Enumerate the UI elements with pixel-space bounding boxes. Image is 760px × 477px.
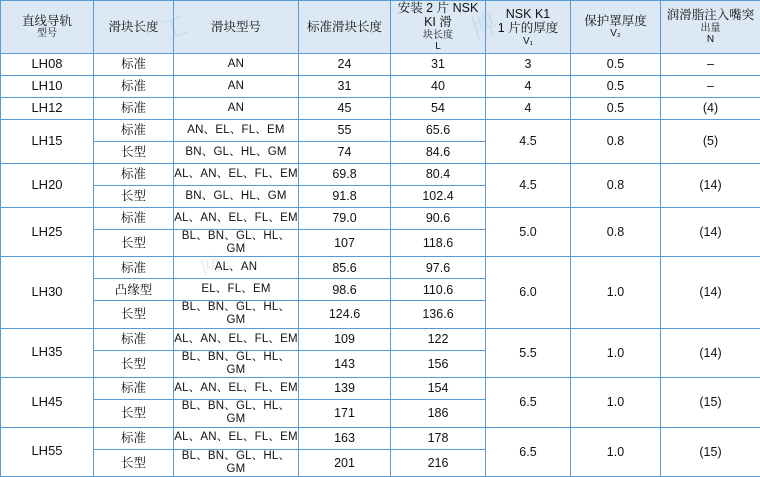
cell-standard-block-length: 139 <box>299 378 391 400</box>
cell-block-length-class: 标准 <box>94 207 174 229</box>
cell-k1-thickness: 6.5 <box>486 378 571 427</box>
column-header-line: L <box>391 41 485 53</box>
cell-block-model-codes: AL、AN <box>174 257 299 279</box>
cell-block-length-class: 长型 <box>94 449 174 476</box>
column-header-line: 1 片的厚度 <box>486 21 570 35</box>
cell-cover-thickness: 0.8 <box>571 163 661 207</box>
cell-block-length-class: 标准 <box>94 53 174 75</box>
cell-standard-block-length: 98.6 <box>299 279 391 301</box>
table-row <box>1 328 760 350</box>
cell-grease-nozzle-projection: (4) <box>661 97 760 119</box>
cell-guide-model: LH35 <box>1 328 94 377</box>
cell-length-with-2-k1: 54 <box>391 97 486 119</box>
cell-k1-thickness: 4 <box>486 75 571 97</box>
table-row <box>1 378 760 400</box>
cell-k1-thickness: 6.0 <box>486 257 571 328</box>
cell-block-model-codes: AN、EL、FL、EM <box>174 119 299 141</box>
table-body <box>1 53 760 476</box>
column-header-line: 润滑脂注入嘴突 <box>661 8 760 22</box>
cell-length-with-2-k1: 102.4 <box>391 185 486 207</box>
cell-length-with-2-k1: 84.6 <box>391 141 486 163</box>
cell-standard-block-length: 163 <box>299 427 391 449</box>
cell-length-with-2-k1: 122 <box>391 328 486 350</box>
table-row <box>1 427 760 449</box>
cell-block-model-codes: BL、BN、GL、HL、GM <box>174 400 299 427</box>
cell-standard-block-length: 171 <box>299 400 391 427</box>
cell-cover-thickness: 0.5 <box>571 53 661 75</box>
column-header-3 <box>299 1 391 54</box>
cell-block-length-class: 标准 <box>94 328 174 350</box>
cell-block-model-codes: AN <box>174 53 299 75</box>
cell-grease-nozzle-projection: (14) <box>661 328 760 377</box>
table-row <box>1 257 760 279</box>
column-header-line: 型号 <box>1 28 93 40</box>
column-header-2 <box>174 1 299 54</box>
cell-block-model-codes: AL、AN、EL、FL、EM <box>174 378 299 400</box>
cell-block-length-class: 长型 <box>94 141 174 163</box>
cell-block-length-class: 凸缘型 <box>94 279 174 301</box>
cell-block-length-class: 长型 <box>94 301 174 328</box>
column-header-0 <box>1 1 94 54</box>
cell-block-length-class: 标准 <box>94 75 174 97</box>
cell-length-with-2-k1: 90.6 <box>391 207 486 229</box>
cell-k1-thickness: 5.0 <box>486 207 571 256</box>
cell-block-model-codes: AL、AN、EL、FL、EM <box>174 427 299 449</box>
cell-standard-block-length: 31 <box>299 75 391 97</box>
column-header-line: 保护罩厚度 <box>571 14 660 28</box>
column-header-1 <box>94 1 174 54</box>
cell-guide-model: LH55 <box>1 427 94 476</box>
cell-length-with-2-k1: 156 <box>391 350 486 377</box>
table-row <box>1 75 760 97</box>
cell-block-length-class: 长型 <box>94 350 174 377</box>
cell-length-with-2-k1: 110.6 <box>391 279 486 301</box>
cell-standard-block-length: 201 <box>299 449 391 476</box>
cell-guide-model: LH45 <box>1 378 94 427</box>
cell-length-with-2-k1: 40 <box>391 75 486 97</box>
cell-grease-nozzle-projection: (14) <box>661 257 760 328</box>
header-row <box>1 1 760 54</box>
column-header-line: 安装 2 片 NSK KI 滑 <box>391 1 485 30</box>
column-header-6 <box>571 1 661 54</box>
cell-guide-model: LH10 <box>1 75 94 97</box>
cell-k1-thickness: 5.5 <box>486 328 571 377</box>
cell-block-model-codes: EL、FL、EM <box>174 279 299 301</box>
cell-length-with-2-k1: 65.6 <box>391 119 486 141</box>
table-row <box>1 207 760 229</box>
cell-k1-thickness: 6.5 <box>486 427 571 476</box>
cell-standard-block-length: 85.6 <box>299 257 391 279</box>
cell-block-model-codes: BL、BN、GL、HL、GM <box>174 301 299 328</box>
cell-length-with-2-k1: 154 <box>391 378 486 400</box>
cell-block-model-codes: AL、AN、EL、FL、EM <box>174 207 299 229</box>
table-row <box>1 97 760 119</box>
column-header-line: 出量 <box>661 23 760 35</box>
cell-cover-thickness: 0.5 <box>571 97 661 119</box>
column-header-line: 标准滑块长度 <box>299 20 390 34</box>
cell-k1-thickness: 3 <box>486 53 571 75</box>
cell-block-length-class: 长型 <box>94 185 174 207</box>
cell-block-length-class: 标准 <box>94 163 174 185</box>
cell-block-length-class: 标准 <box>94 119 174 141</box>
cell-block-model-codes: BN、GL、HL、GM <box>174 185 299 207</box>
cell-grease-nozzle-projection: (14) <box>661 207 760 256</box>
cell-standard-block-length: 143 <box>299 350 391 377</box>
cell-block-model-codes: AN <box>174 97 299 119</box>
cell-standard-block-length: 79.0 <box>299 207 391 229</box>
cell-length-with-2-k1: 216 <box>391 449 486 476</box>
column-header-line: V₁ <box>486 36 570 48</box>
cell-block-length-class: 长型 <box>94 400 174 427</box>
cell-cover-thickness: 1.0 <box>571 427 661 476</box>
cell-block-model-codes: AN <box>174 75 299 97</box>
cell-standard-block-length: 24 <box>299 53 391 75</box>
cell-guide-model: LH30 <box>1 257 94 328</box>
cell-block-model-codes: BL、BN、GL、HL、GM <box>174 449 299 476</box>
cell-grease-nozzle-projection: (15) <box>661 427 760 476</box>
cell-standard-block-length: 74 <box>299 141 391 163</box>
cell-length-with-2-k1: 97.6 <box>391 257 486 279</box>
cell-standard-block-length: 55 <box>299 119 391 141</box>
column-header-4 <box>391 1 486 54</box>
cell-length-with-2-k1: 31 <box>391 53 486 75</box>
cell-cover-thickness: 1.0 <box>571 328 661 377</box>
cell-grease-nozzle-projection: (14) <box>661 163 760 207</box>
cell-length-with-2-k1: 80.4 <box>391 163 486 185</box>
cell-cover-thickness: 0.8 <box>571 119 661 163</box>
cell-cover-thickness: 1.0 <box>571 378 661 427</box>
cell-guide-model: LH25 <box>1 207 94 256</box>
cell-guide-model: LH15 <box>1 119 94 163</box>
cell-standard-block-length: 109 <box>299 328 391 350</box>
column-header-line: 滑块长度 <box>94 20 173 34</box>
cell-grease-nozzle-projection: (5) <box>661 119 760 163</box>
cell-cover-thickness: 0.8 <box>571 207 661 256</box>
column-header-7 <box>661 1 760 54</box>
cell-standard-block-length: 107 <box>299 229 391 256</box>
column-header-line: V₂ <box>571 28 660 40</box>
cell-block-model-codes: BL、BN、GL、HL、GM <box>174 350 299 377</box>
cell-length-with-2-k1: 186 <box>391 400 486 427</box>
column-header-line: NSK K1 <box>486 7 570 21</box>
cell-grease-nozzle-projection: (15) <box>661 378 760 427</box>
cell-k1-thickness: 4.5 <box>486 163 571 207</box>
cell-length-with-2-k1: 178 <box>391 427 486 449</box>
cell-block-length-class: 标准 <box>94 97 174 119</box>
table-row <box>1 163 760 185</box>
column-header-5 <box>486 1 571 54</box>
cell-grease-nozzle-projection: – <box>661 75 760 97</box>
cell-k1-thickness: 4 <box>486 97 571 119</box>
cell-block-model-codes: BL、BN、GL、HL、GM <box>174 229 299 256</box>
cell-block-length-class: 标准 <box>94 257 174 279</box>
cell-guide-model: LH12 <box>1 97 94 119</box>
cell-block-model-codes: AL、AN、EL、FL、EM <box>174 328 299 350</box>
cell-grease-nozzle-projection: – <box>661 53 760 75</box>
cell-guide-model: LH20 <box>1 163 94 207</box>
cell-block-model-codes: AL、AN、EL、FL、EM <box>174 163 299 185</box>
cell-block-length-class: 长型 <box>94 229 174 256</box>
cell-cover-thickness: 1.0 <box>571 257 661 328</box>
cell-guide-model: LH08 <box>1 53 94 75</box>
cell-standard-block-length: 91.8 <box>299 185 391 207</box>
column-header-line: 块长度 <box>391 30 485 42</box>
cell-block-model-codes: BN、GL、HL、GM <box>174 141 299 163</box>
cell-standard-block-length: 124.6 <box>299 301 391 328</box>
column-header-line: 直线导轨 <box>1 14 93 28</box>
cell-block-length-class: 标准 <box>94 427 174 449</box>
cell-block-length-class: 标准 <box>94 378 174 400</box>
cell-standard-block-length: 45 <box>299 97 391 119</box>
table-header <box>1 1 760 54</box>
cell-k1-thickness: 4.5 <box>486 119 571 163</box>
table-row <box>1 53 760 75</box>
column-header-line: N <box>661 34 760 46</box>
cell-length-with-2-k1: 118.6 <box>391 229 486 256</box>
cell-length-with-2-k1: 136.6 <box>391 301 486 328</box>
column-header-line: 滑块型号 <box>174 20 298 34</box>
table-row <box>1 119 760 141</box>
cell-standard-block-length: 69.8 <box>299 163 391 185</box>
cell-cover-thickness: 0.5 <box>571 75 661 97</box>
